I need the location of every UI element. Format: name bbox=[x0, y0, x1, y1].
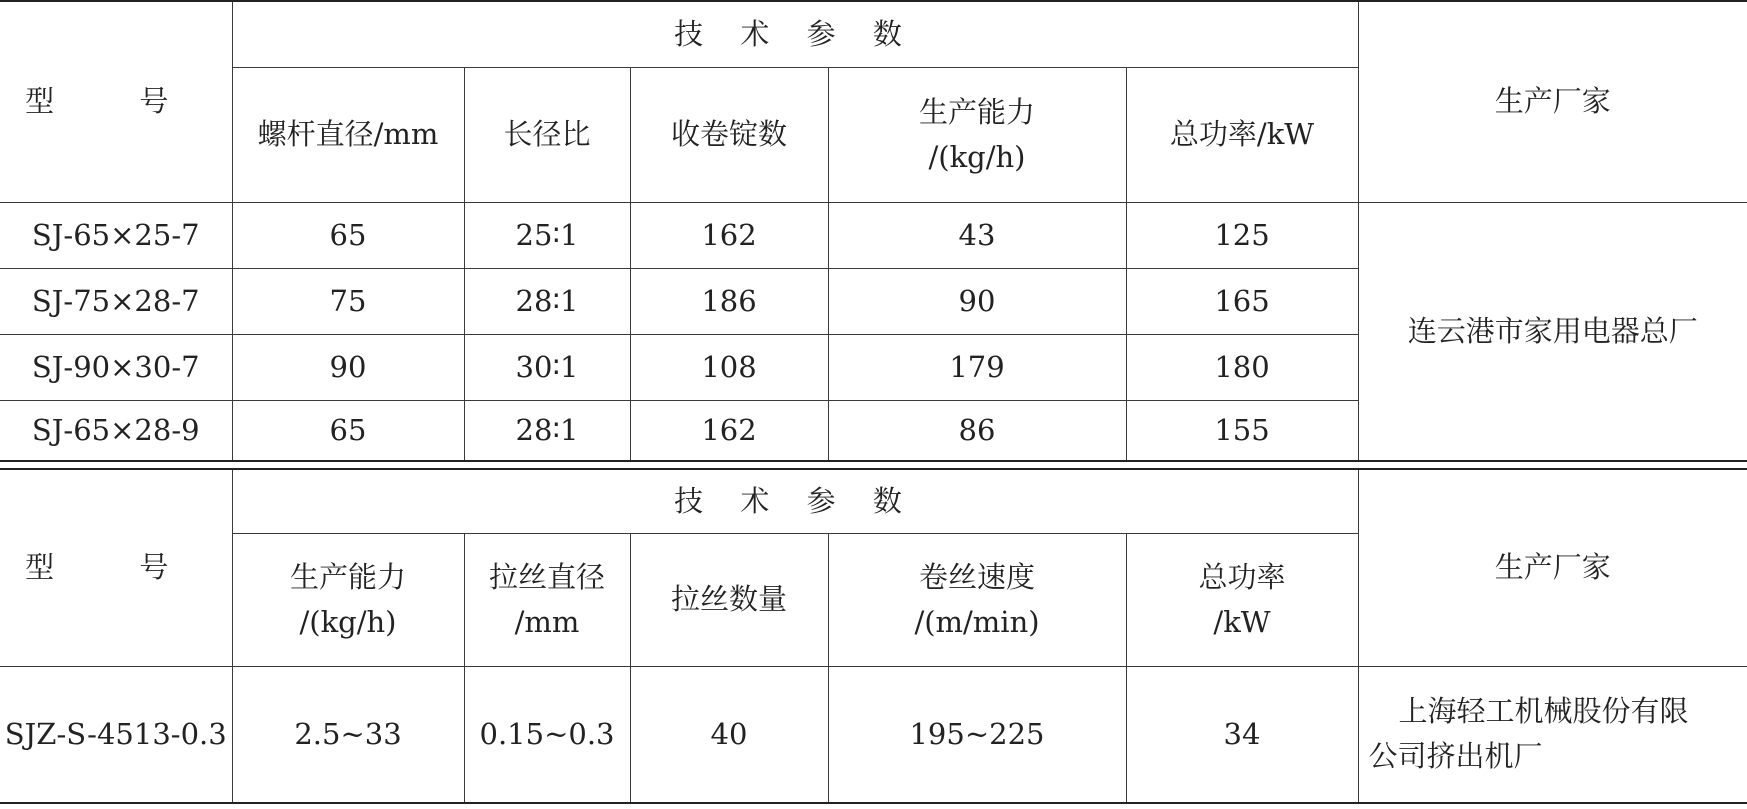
col-header: 卷丝速度 /(m/min) bbox=[828, 533, 1126, 666]
model-cell: SJ-90×30-7 bbox=[0, 334, 232, 400]
table-cell: 180 bbox=[1126, 334, 1358, 400]
table-cell: 186 bbox=[630, 268, 828, 334]
maker-header: 生产厂家 bbox=[1358, 469, 1747, 666]
col-header: 生产能力 /(kg/h) bbox=[232, 533, 464, 666]
tech-params-header: 技 术 参 数 bbox=[232, 1, 1358, 67]
col-header: 拉丝直径 /mm bbox=[464, 533, 630, 666]
table-cell: 25∶1 bbox=[464, 202, 630, 268]
table-cell: 34 bbox=[1126, 666, 1358, 803]
table-cell: 0.15~0.3 bbox=[464, 666, 630, 803]
table-header-row bbox=[0, 469, 1747, 533]
col-header: 收卷锭数 bbox=[630, 67, 828, 202]
table-cell: 40 bbox=[630, 666, 828, 803]
table-cell: 90 bbox=[828, 268, 1126, 334]
table-cell: 108 bbox=[630, 334, 828, 400]
table-cell: 179 bbox=[828, 334, 1126, 400]
model-header: 型 号 bbox=[0, 1, 232, 202]
table-cell: 195~225 bbox=[828, 666, 1126, 803]
model-cell: SJ-65×28-9 bbox=[0, 400, 232, 461]
maker-cell: 连云港市家用电器总厂 bbox=[1358, 202, 1747, 461]
table-header-row bbox=[0, 1, 1747, 67]
table-cell: 125 bbox=[1126, 202, 1358, 268]
model-cell: SJ-65×25-7 bbox=[0, 202, 232, 268]
model-header: 型 号 bbox=[0, 469, 232, 666]
table-cell: 165 bbox=[1126, 268, 1358, 334]
table-cell: 28∶1 bbox=[464, 268, 630, 334]
tech-params-header: 技 术 参 数 bbox=[232, 469, 1358, 533]
model-cell: SJZ-S-4513-0.3 bbox=[0, 666, 232, 803]
table-row bbox=[0, 202, 1747, 268]
col-header: 总功率/kW bbox=[1126, 67, 1358, 202]
col-header: 拉丝数量 bbox=[630, 533, 828, 666]
maker-header: 生产厂家 bbox=[1358, 1, 1747, 202]
table-cell: 155 bbox=[1126, 400, 1358, 461]
table-cell: 43 bbox=[828, 202, 1126, 268]
col-header: 长径比 bbox=[464, 67, 630, 202]
col-header: 生产能力 /(kg/h) bbox=[828, 67, 1126, 202]
table-cell: 2.5~33 bbox=[232, 666, 464, 803]
table-cell: 90 bbox=[232, 334, 464, 400]
table-cell: 162 bbox=[630, 400, 828, 461]
table-cell: 65 bbox=[232, 202, 464, 268]
table-cell: 30∶1 bbox=[464, 334, 630, 400]
table-cell: 65 bbox=[232, 400, 464, 461]
table-cell: 75 bbox=[232, 268, 464, 334]
table-cell: 162 bbox=[630, 202, 828, 268]
maker-cell: 上海轻工机械股份有限 公司挤出机厂 bbox=[1358, 666, 1747, 803]
table-cell: 28∶1 bbox=[464, 400, 630, 461]
model-cell: SJ-75×28-7 bbox=[0, 268, 232, 334]
drawing-machine-spec-table bbox=[0, 468, 1747, 804]
col-header: 螺杆直径/mm bbox=[232, 67, 464, 202]
col-header: 总功率 /kW bbox=[1126, 533, 1358, 666]
table-row bbox=[0, 666, 1747, 803]
table-cell: 86 bbox=[828, 400, 1126, 461]
